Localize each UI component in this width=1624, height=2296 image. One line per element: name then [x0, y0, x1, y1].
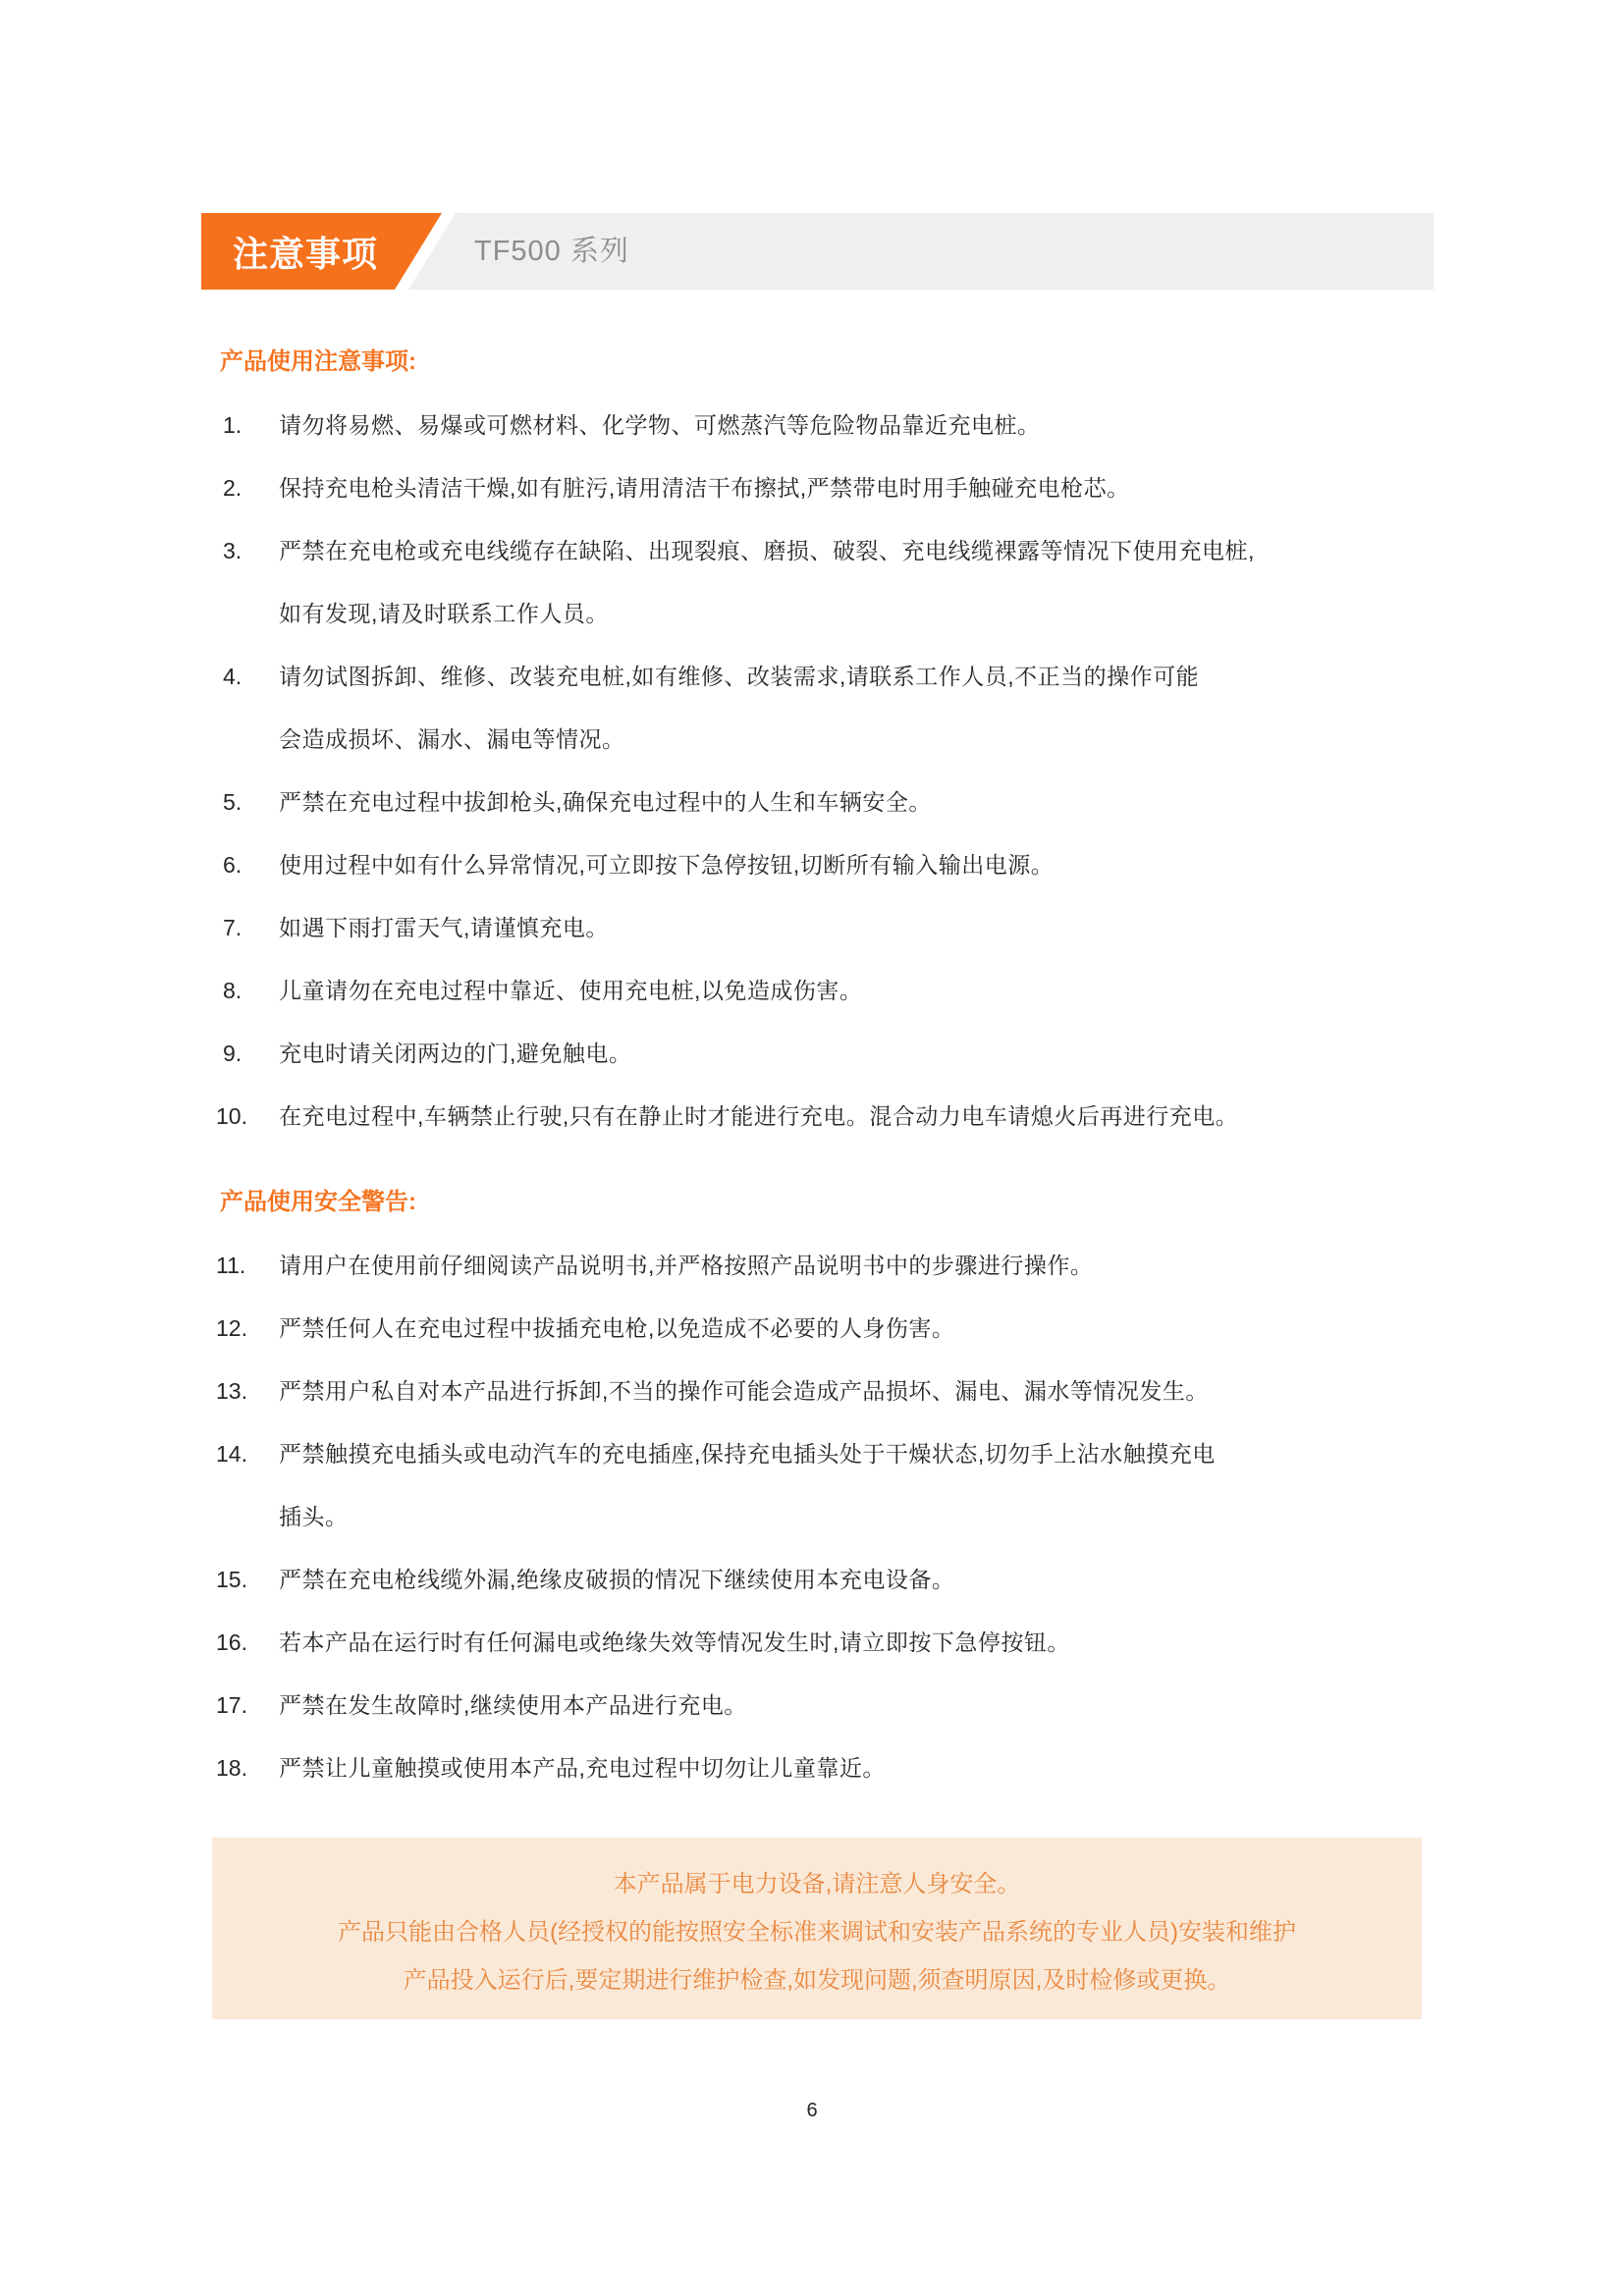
list-item: [220, 771, 1463, 833]
list-item: [220, 1022, 1463, 1085]
item-line: 请用户在使用前仔细阅读产品说明书,并严格按照产品说明书中的步骤进行操作。: [279, 1253, 1094, 1278]
list-item: [220, 645, 1463, 771]
item-text: [279, 645, 1463, 771]
list-item: [216, 1548, 1463, 1611]
item-number: 14.: [216, 1441, 247, 1467]
item-text: [279, 1548, 1463, 1611]
item-number: 13.: [216, 1378, 247, 1404]
item-text: [279, 456, 1463, 519]
item-line: 严禁在充电过程中拔卸枪头,确保充电过程中的人生和车辆安全。: [279, 789, 932, 815]
precaution-list: [216, 394, 1463, 1148]
item-text: [279, 833, 1463, 896]
list-item: [220, 456, 1463, 519]
item-text: [279, 1736, 1463, 1799]
warning-list: [216, 1234, 1463, 1799]
list-item: [220, 959, 1463, 1022]
item-line: 严禁在发生故障时,继续使用本产品进行充电。: [279, 1692, 747, 1718]
item-line: 如遇下雨打雷天气,请谨慎充电。: [279, 915, 609, 940]
item-line: 请勿将易燃、易爆或可燃材料、化学物、可燃蒸汽等危险物品靠近充电桩。: [279, 412, 1041, 438]
item-text: [279, 394, 1463, 456]
item-line: 保持充电枪头清洁干燥,如有脏污,请用清洁干布擦拭,严禁带电时用手触碰充电枪芯。: [279, 475, 1130, 501]
safety-notice-box: [212, 1838, 1422, 2019]
item-text: [279, 1611, 1463, 1674]
list-item: [220, 833, 1463, 896]
list-item: [216, 1297, 1463, 1360]
item-text: [279, 1022, 1463, 1085]
item-line: 充电时请关闭两边的门,避免触电。: [279, 1041, 632, 1066]
item-text: [279, 959, 1463, 1022]
page-number: 6: [806, 2100, 818, 2121]
list-item: [216, 1085, 1463, 1148]
item-text: [279, 771, 1463, 833]
item-text: [279, 1297, 1463, 1360]
list-item: [216, 1360, 1463, 1422]
section-usage-precautions: [216, 331, 1463, 1148]
item-number: 2.: [223, 475, 243, 501]
item-line: 儿童请勿在充电过程中靠近、使用充电桩,以免造成伤害。: [279, 978, 863, 1003]
item-line: 严禁在充电枪或充电线缆存在缺陷、出现裂痕、磨损、破裂、充电线缆裸露等情况下使用充电桩,: [279, 538, 1255, 563]
item-line: 会造成损坏、漏水、漏电等情况。: [279, 726, 625, 752]
page-footer: [0, 2097, 1624, 2124]
item-number: 17.: [216, 1692, 247, 1718]
item-number: 6.: [223, 852, 243, 878]
page-content: [216, 0, 1463, 2019]
item-number: 7.: [223, 915, 243, 940]
section-safety-warnings: [216, 1171, 1463, 1799]
item-line: 若本产品在运行时有任何漏电或绝缘失效等情况发生时,请立即按下急停按钮。: [279, 1629, 1070, 1655]
item-number: 8.: [223, 978, 243, 1003]
item-line: 严禁触摸充电插头或电动汽车的充电插座,保持充电插头处于干燥状态,切勿手上沾水触摸充电: [279, 1441, 1216, 1467]
item-number: 16.: [216, 1629, 247, 1655]
item-line: 请勿试图拆卸、维修、改装充电桩,如有维修、改装需求,请联系工作人员,不正当的操作可能: [279, 664, 1200, 689]
item-text: [279, 896, 1463, 959]
item-number: 15.: [216, 1567, 247, 1592]
section-heading: 产品使用注意事项:: [220, 348, 416, 375]
header-badge-label: 注意事项: [232, 233, 378, 274]
list-item: [216, 1611, 1463, 1674]
item-text: [279, 1422, 1463, 1548]
item-line: 插头。: [279, 1504, 349, 1529]
list-item: [216, 1674, 1463, 1736]
item-number: 5.: [223, 789, 243, 815]
item-text: [279, 1234, 1463, 1297]
item-text: [279, 519, 1463, 645]
item-number: 3.: [223, 538, 243, 563]
list-item: [220, 519, 1463, 645]
item-line: 在充电过程中,车辆禁止行驶,只有在静止时才能进行充电。混合动力电车请熄火后再进行充电。: [279, 1103, 1239, 1129]
item-line: 如有发现,请及时联系工作人员。: [279, 601, 609, 626]
item-number: 12.: [216, 1315, 247, 1341]
notice-line: 产品投入运行后,要定期进行维护检查,如发现问题,须查明原因,及时检修或更换。: [403, 1967, 1231, 1994]
item-line: 严禁让儿童触摸或使用本产品,充电过程中切勿让儿童靠近。: [279, 1755, 886, 1781]
notice-line: 本产品属于电力设备,请注意人身安全。: [613, 1871, 1021, 1897]
section-heading: 产品使用安全警告:: [220, 1189, 416, 1215]
item-text: [279, 1674, 1463, 1736]
list-item: [216, 1234, 1463, 1297]
list-item: [216, 1422, 1463, 1548]
item-number: 11.: [216, 1253, 246, 1278]
item-text: [279, 1085, 1463, 1148]
item-line: 严禁用户私自对本产品进行拆卸,不当的操作可能会造成产品损坏、漏电、漏水等情况发生。: [279, 1378, 1209, 1404]
item-text: [279, 1360, 1463, 1422]
list-item: [220, 896, 1463, 959]
item-number: 18.: [216, 1755, 247, 1781]
item-number: 10.: [216, 1103, 247, 1129]
list-item: [216, 1736, 1463, 1799]
item-line: 使用过程中如有什么异常情况,可立即按下急停按钮,切断所有输入输出电源。: [279, 852, 1055, 878]
item-line: 严禁任何人在充电过程中拔插充电枪,以免造成不必要的人身伤害。: [279, 1315, 955, 1341]
header-model-label: TF500 系列: [474, 236, 629, 267]
notice-line: 产品只能由合格人员(经授权的能按照安全标准来调试和安装产品系统的专业人员)安装和维护: [338, 1919, 1296, 1946]
item-number: 1.: [223, 412, 243, 438]
item-line: 严禁在充电枪线缆外漏,绝缘皮破损的情况下继续使用本充电设备。: [279, 1567, 955, 1592]
list-item: [220, 394, 1463, 456]
item-number: 9.: [223, 1041, 243, 1066]
item-number: 4.: [223, 664, 243, 689]
